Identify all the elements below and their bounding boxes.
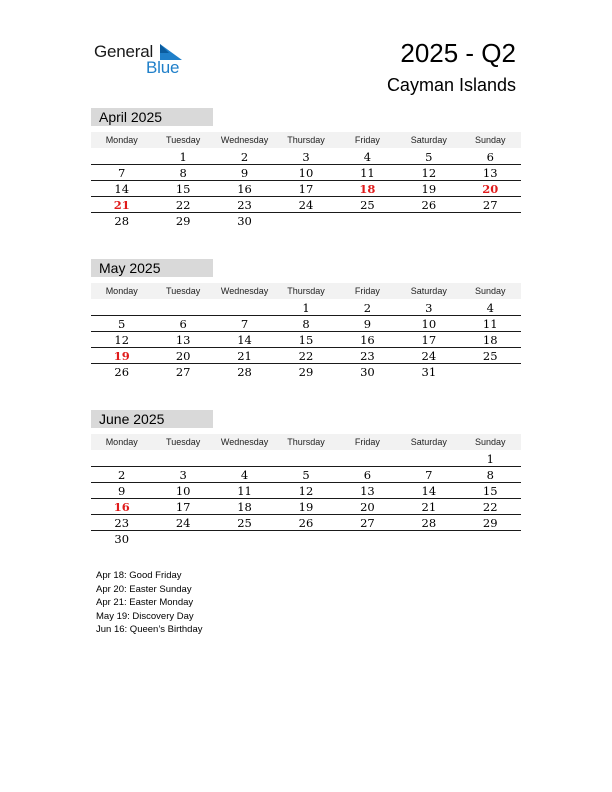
holiday-note: May 19: Discovery Day <box>96 610 194 622</box>
day-cell: 20 <box>175 349 191 363</box>
week-row <box>91 181 521 197</box>
day-cell: 17 <box>421 333 437 347</box>
day-cell: 17 <box>175 500 191 514</box>
holiday-note: Apr 21: Easter Monday <box>96 597 194 608</box>
month-grid <box>91 149 521 229</box>
weekday-label: Sunday <box>474 437 506 447</box>
weekday-label: Saturday <box>410 135 447 145</box>
day-cell: 23 <box>360 349 375 363</box>
week-row <box>91 531 521 547</box>
day-cell: 2 <box>240 150 249 164</box>
week-row <box>91 332 521 348</box>
weekday-label: Sunday <box>474 135 506 145</box>
day-cell: 15 <box>175 182 191 196</box>
day-cell: 17 <box>298 182 314 196</box>
day-cell: 6 <box>363 468 372 482</box>
day-cell: 11 <box>237 484 252 498</box>
day-cell: 14 <box>421 484 437 498</box>
day-cell: 27 <box>175 365 191 379</box>
day-cell: 9 <box>240 166 249 180</box>
month-grid <box>91 300 521 380</box>
day-cell: 5 <box>302 468 310 482</box>
day-cell: 11 <box>360 166 375 180</box>
day-cell: 29 <box>175 214 191 228</box>
day-cell: 28 <box>237 365 252 379</box>
day-cell: 9 <box>118 484 126 498</box>
week-row <box>91 515 521 531</box>
day-cell: 12 <box>421 166 437 180</box>
day-cell: 6 <box>486 150 494 164</box>
empty-day-cell <box>275 531 336 547</box>
day-cell: 2 <box>118 468 126 482</box>
day-cell: 8 <box>179 166 187 180</box>
day-cell: 26 <box>298 516 314 530</box>
weekday-label: Monday <box>105 286 138 296</box>
holiday-note: Jun 16: Queen’s Birthday <box>96 624 203 635</box>
empty-day-cell <box>337 451 398 466</box>
day-cell: 3 <box>302 150 310 164</box>
day-cell: 11 <box>482 317 498 331</box>
day-cell: 18 <box>237 500 252 514</box>
logo-text-blue: Blue <box>146 58 180 77</box>
month-may <box>91 259 521 380</box>
day-cell: 13 <box>360 484 375 498</box>
day-cell: 27 <box>482 198 498 212</box>
weekday-label: Wednesday <box>220 135 269 145</box>
weekday-label: Monday <box>105 437 138 447</box>
day-cell: 26 <box>114 365 130 379</box>
day-cell: 23 <box>237 198 252 212</box>
month-grid <box>91 451 521 547</box>
day-cell: 29 <box>298 365 314 379</box>
logo-text-general: General <box>94 42 154 61</box>
day-cell: 3 <box>179 468 187 482</box>
day-cell: 7 <box>240 317 249 331</box>
weekday-label: Saturday <box>410 437 447 447</box>
generalblue-logo <box>94 42 194 78</box>
holiday-notes <box>96 569 203 637</box>
country-name: Cayman Islands <box>386 75 516 95</box>
weekday-label: Thursday <box>287 286 325 296</box>
day-cell: 8 <box>486 468 494 482</box>
day-cell: 1 <box>486 452 494 466</box>
weekday-header <box>91 132 521 148</box>
month-label: April 2025 <box>91 108 213 126</box>
empty-day-cell <box>214 531 275 547</box>
day-cell: 10 <box>175 484 191 498</box>
day-cell: 31 <box>421 365 437 379</box>
day-cell: 18 <box>359 182 376 196</box>
week-row <box>91 364 521 380</box>
week-row <box>91 197 521 213</box>
day-cell: 12 <box>298 484 314 498</box>
day-cell: 28 <box>114 214 130 228</box>
empty-day-cell <box>214 451 275 466</box>
day-cell: 6 <box>179 317 187 331</box>
day-cell: 30 <box>360 365 375 379</box>
day-cell: 13 <box>175 333 191 347</box>
day-cell: 24 <box>421 349 437 363</box>
weekday-label: Friday <box>354 135 380 145</box>
day-cell: 24 <box>298 198 314 212</box>
month-label: May 2025 <box>91 259 213 277</box>
day-cell: 28 <box>421 516 437 530</box>
day-cell: 21 <box>421 500 437 514</box>
day-cell: 19 <box>113 349 130 363</box>
empty-day-cell <box>398 451 459 466</box>
day-cell: 1 <box>302 301 310 315</box>
day-cell: 7 <box>118 166 126 180</box>
weekday-label: Wednesday <box>220 437 269 447</box>
day-cell: 12 <box>114 333 130 347</box>
week-row <box>91 316 521 332</box>
weekday-header <box>91 283 521 299</box>
empty-day-cell <box>214 300 275 315</box>
week-row <box>91 149 521 165</box>
empty-day-cell <box>275 451 336 466</box>
week-row <box>91 499 521 515</box>
day-cell: 26 <box>421 198 437 212</box>
week-row <box>91 300 521 316</box>
day-cell: 14 <box>237 333 252 347</box>
day-cell: 25 <box>237 516 252 530</box>
empty-day-cell <box>152 451 213 466</box>
day-cell: 24 <box>175 516 191 530</box>
day-cell: 13 <box>482 166 498 180</box>
week-row <box>91 451 521 467</box>
day-cell: 4 <box>240 468 249 482</box>
empty-day-cell <box>275 213 336 229</box>
weekday-label: Tuesday <box>166 286 201 296</box>
weekday-label: Monday <box>105 135 138 145</box>
weekday-label: Thursday <box>287 437 325 447</box>
day-cell: 30 <box>114 532 130 546</box>
empty-day-cell <box>91 149 152 164</box>
day-cell: 22 <box>298 349 314 363</box>
day-cell: 15 <box>482 484 498 498</box>
empty-day-cell <box>398 213 459 229</box>
day-cell: 3 <box>425 301 433 315</box>
day-cell: 25 <box>360 198 375 212</box>
day-cell: 15 <box>298 333 314 347</box>
day-cell: 14 <box>114 182 130 196</box>
empty-day-cell <box>91 300 152 315</box>
weekday-label: Wednesday <box>220 286 269 296</box>
day-cell: 22 <box>482 500 498 514</box>
week-row <box>91 348 521 364</box>
empty-day-cell <box>152 300 213 315</box>
day-cell: 2 <box>363 301 372 315</box>
day-cell: 16 <box>360 333 375 347</box>
weekday-label: Friday <box>354 286 380 296</box>
week-row <box>91 467 521 483</box>
day-cell: 21 <box>237 349 252 363</box>
week-row <box>91 483 521 499</box>
empty-day-cell <box>152 531 213 547</box>
week-row <box>91 165 521 181</box>
day-cell: 1 <box>179 150 187 164</box>
empty-day-cell <box>91 451 152 466</box>
day-cell: 10 <box>298 166 314 180</box>
empty-day-cell <box>337 213 398 229</box>
weekday-label: Friday <box>354 437 380 447</box>
empty-day-cell <box>460 531 521 547</box>
day-cell: 5 <box>425 150 433 164</box>
day-cell: 19 <box>298 500 314 514</box>
day-cell: 5 <box>118 317 126 331</box>
empty-day-cell <box>398 531 459 547</box>
weekday-label: Thursday <box>287 135 325 145</box>
empty-day-cell <box>460 213 521 229</box>
day-cell: 9 <box>363 317 372 331</box>
week-row <box>91 213 521 229</box>
day-cell: 27 <box>360 516 375 530</box>
day-cell: 23 <box>114 516 130 530</box>
empty-day-cell <box>337 531 398 547</box>
day-cell: 21 <box>113 198 130 212</box>
weekday-header <box>91 434 521 450</box>
day-cell: 22 <box>175 198 191 212</box>
day-cell: 4 <box>363 150 372 164</box>
day-cell: 20 <box>360 500 375 514</box>
month-june <box>91 410 521 547</box>
day-cell: 30 <box>237 214 252 228</box>
day-cell: 8 <box>302 317 310 331</box>
day-cell: 4 <box>486 301 494 315</box>
weekday-label: Saturday <box>410 286 447 296</box>
day-cell: 29 <box>482 516 498 530</box>
holiday-note: Apr 18: Good Friday <box>96 570 182 581</box>
empty-day-cell <box>460 364 521 380</box>
page-title: 2025 - Q2 <box>400 38 516 68</box>
weekday-label: Tuesday <box>166 437 201 447</box>
day-cell: 20 <box>482 182 499 196</box>
day-cell: 19 <box>421 182 437 196</box>
day-cell: 25 <box>482 349 498 363</box>
day-cell: 7 <box>425 468 433 482</box>
day-cell: 18 <box>482 333 498 347</box>
month-april <box>91 108 521 229</box>
day-cell: 16 <box>237 182 252 196</box>
weekday-label: Sunday <box>474 286 506 296</box>
weekday-label: Tuesday <box>166 135 201 145</box>
day-cell: 10 <box>421 317 437 331</box>
holiday-note: Apr 20: Easter Sunday <box>96 583 192 595</box>
month-label: June 2025 <box>91 410 213 428</box>
day-cell: 16 <box>113 500 130 514</box>
